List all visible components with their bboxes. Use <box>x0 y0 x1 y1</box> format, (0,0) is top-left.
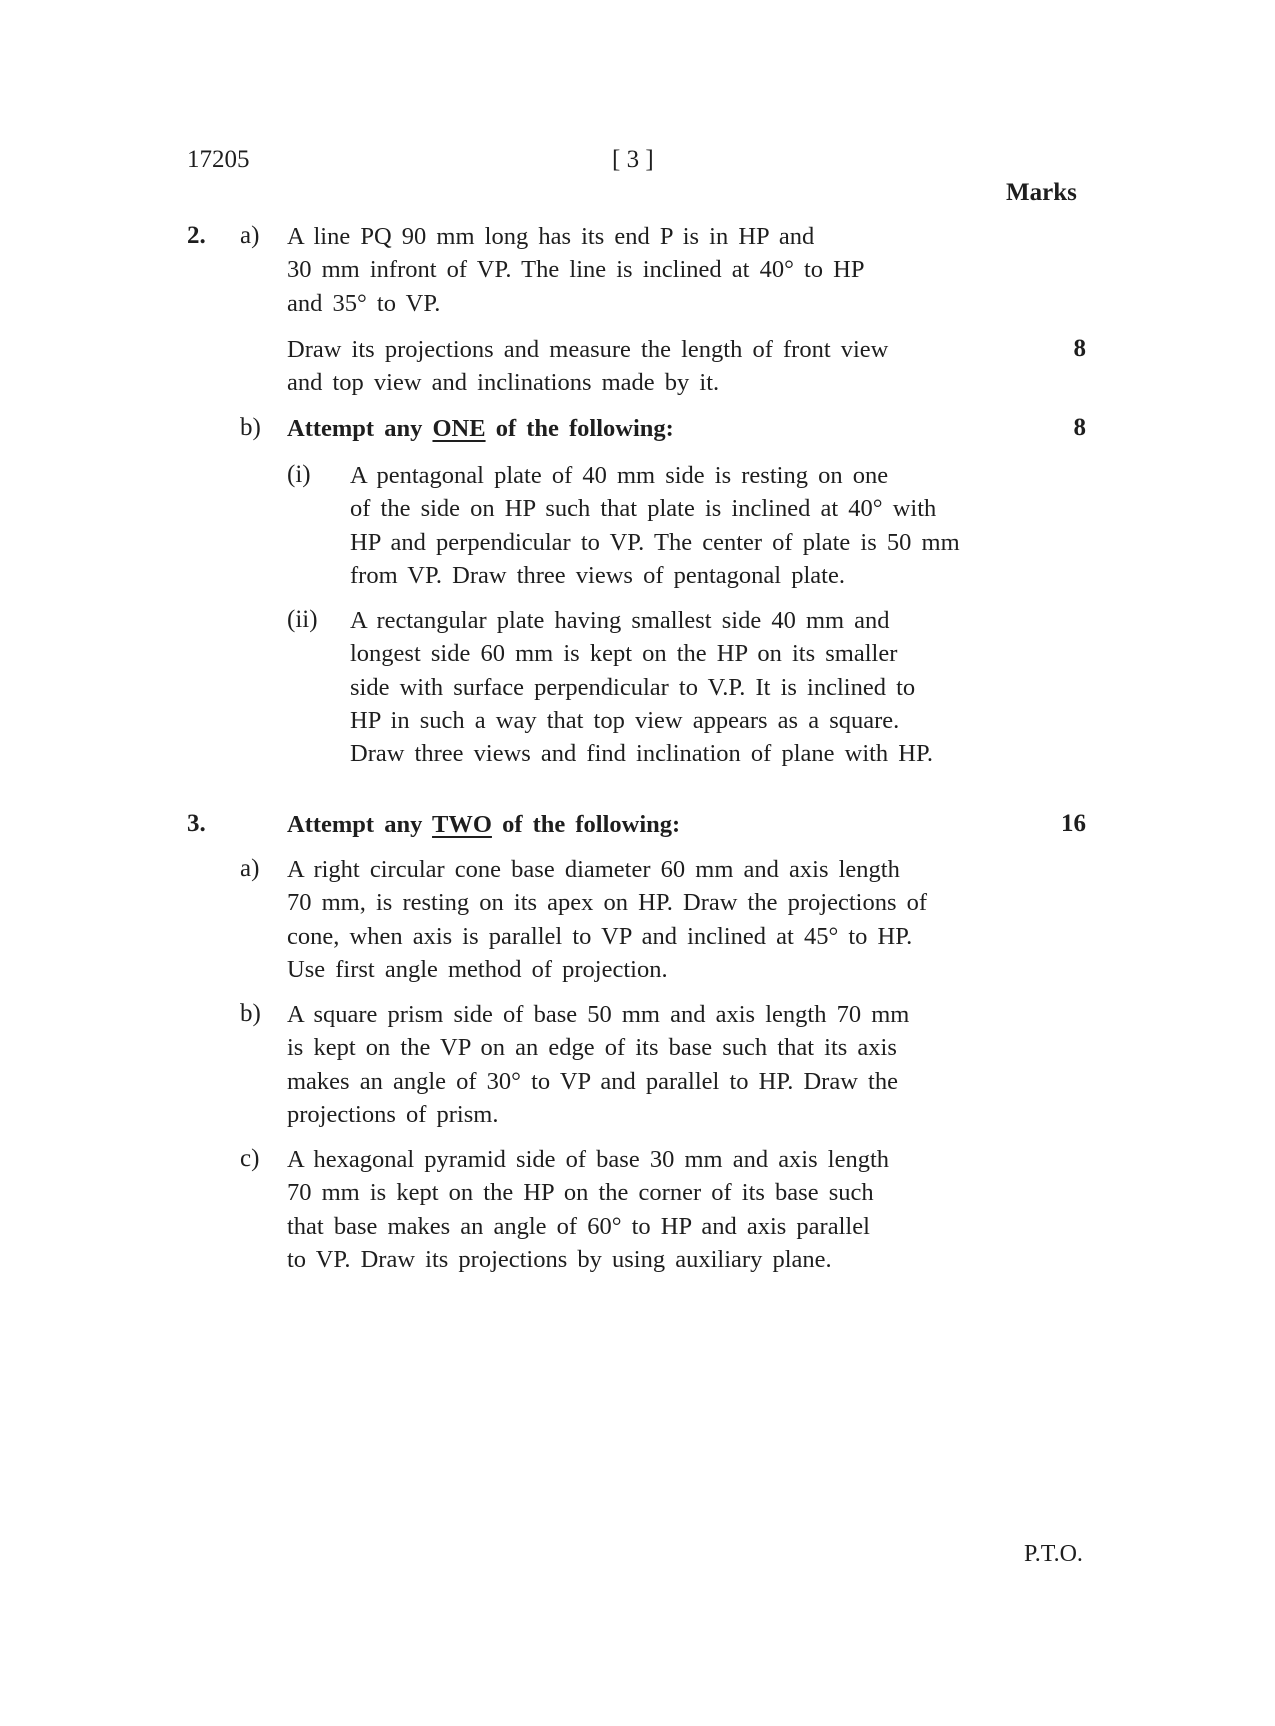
part-label: a) <box>240 855 260 882</box>
marks-heading: Marks <box>1006 179 1077 206</box>
question-3b-text <box>287 998 909 1131</box>
text-line: makes an angle of 30° to VP and parallel to HP. Draw the <box>287 1067 898 1095</box>
text-line: Draw its projections and measure the length of front view <box>287 336 889 363</box>
question-3a-text <box>287 853 927 986</box>
text-line: A line PQ 90 mm long has its end P is in HP and <box>287 223 815 250</box>
text-line: HP in such a way that top view appears as a square. <box>350 706 900 734</box>
text-line: HP and perpendicular to VP. The center of plate is 50 mm <box>350 528 960 556</box>
heading-text: of the following: <box>495 415 674 442</box>
question-3c-text <box>287 1143 889 1276</box>
question-2a-instruction <box>287 333 888 400</box>
part-label: b) <box>240 1000 261 1027</box>
text-line: from VP. Draw three views of pentagonal plate. <box>350 561 845 589</box>
text-line: and 35° to VP. <box>287 289 441 317</box>
subpart-label: (ii) <box>287 606 318 633</box>
text-line: projections of prism. <box>287 1100 499 1128</box>
marks-value: 16 <box>1061 810 1086 837</box>
text-line: longest side 60 mm is kept on the HP on its smaller <box>350 640 898 668</box>
text-line: Use first angle method of projection. <box>287 955 668 983</box>
text-line: 70 mm, is resting on its apex on HP. Draw the projections of <box>287 889 928 917</box>
text-line: side with surface perpendicular to V.P. It is inclined to <box>350 673 916 701</box>
part-label: a) <box>240 222 260 249</box>
question-number: 2. <box>187 222 206 249</box>
part-label: b) <box>240 414 261 441</box>
page-turn-over: P.T.O. <box>1024 1541 1083 1567</box>
text-line: A rectangular plate having smallest side 40 mm and <box>350 607 890 634</box>
text-line: A right circular cone base diameter 60 mm and axis length <box>287 856 900 883</box>
page-number: [ 3 ] <box>612 146 654 173</box>
text-line: that base makes an angle of 60° to HP and axis parallel <box>287 1212 870 1240</box>
question-2b-i-text <box>350 459 960 592</box>
text-line: to VP. Draw its projections by using auxiliary plane. <box>287 1245 832 1273</box>
question-3-heading <box>287 808 680 841</box>
marks-value: 8 <box>1073 414 1086 441</box>
heading-text: of the following: <box>502 811 681 838</box>
text-line: A square prism side of base 50 mm and axis length 70 mm <box>287 1001 910 1028</box>
part-label: c) <box>240 1145 260 1172</box>
paper-code: 17205 <box>187 146 250 173</box>
question-2b-ii-text <box>350 604 933 770</box>
subpart-label: (i) <box>287 461 311 488</box>
text-line: of the side on HP such that plate is inclined at 40° with <box>350 495 937 523</box>
text-line: 70 mm is kept on the HP on the corner of its base such <box>287 1179 874 1207</box>
question-2b-heading <box>287 412 674 445</box>
text-line: 30 mm infront of VP. The line is inclined at 40° to HP <box>287 256 865 284</box>
text-line: cone, when axis is parallel to VP and inclined at 45° to HP. <box>287 922 913 950</box>
text-line: Draw three views and find inclination of plane with HP. <box>350 740 934 768</box>
heading-text: Attempt any <box>287 415 423 442</box>
text-line: is kept on the VP on an edge of its base such that its axis <box>287 1034 897 1062</box>
heading-text: Attempt any <box>287 811 423 838</box>
question-number: 3. <box>187 810 206 837</box>
heading-emphasis: TWO <box>432 811 492 838</box>
text-line: A pentagonal plate of 40 mm side is resting on one <box>350 462 889 489</box>
heading-emphasis: ONE <box>432 415 486 442</box>
marks-value: 8 <box>1073 335 1086 362</box>
text-line: A hexagonal pyramid side of base 30 mm and axis length <box>287 1146 890 1173</box>
text-line: and top view and inclinations made by it. <box>287 369 720 397</box>
question-2a-text <box>287 220 865 320</box>
